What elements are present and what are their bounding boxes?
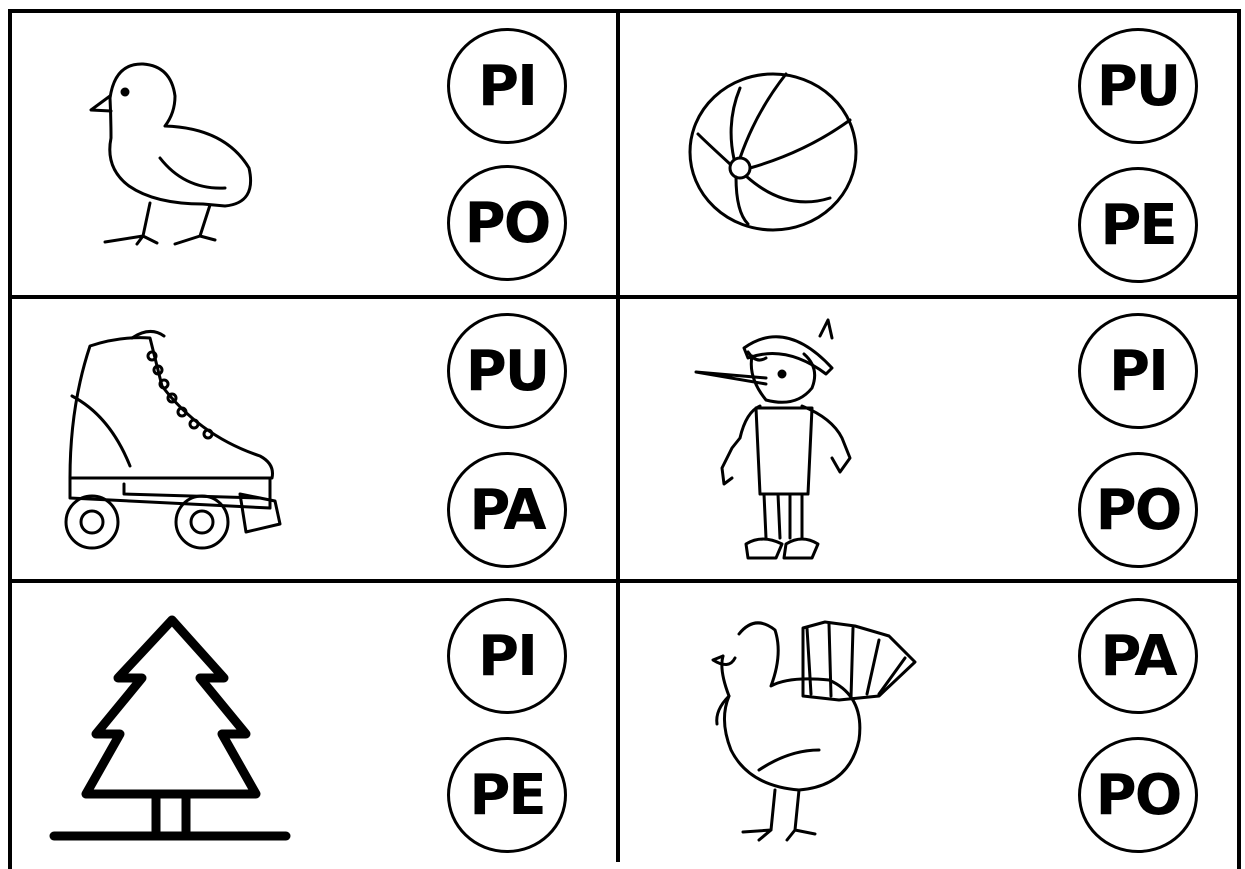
syllable-option[interactable]: PI	[1078, 313, 1198, 429]
syllable-option[interactable]: PO	[1078, 737, 1198, 853]
column-divider	[616, 9, 620, 862]
syllable-option[interactable]: PO	[1078, 452, 1198, 568]
row-divider	[8, 579, 1241, 583]
syllable-option[interactable]: PE	[1078, 167, 1198, 283]
chick-image	[25, 18, 317, 292]
roller-skate-image	[50, 326, 290, 552]
ball-image	[636, 22, 910, 282]
syllable-option[interactable]: PI	[447, 28, 567, 144]
syllable-option[interactable]: PI	[447, 598, 567, 714]
turkey-image	[679, 600, 951, 858]
syllable-option[interactable]: PA	[1078, 598, 1198, 714]
syllable-option[interactable]: PU	[1078, 28, 1198, 144]
pinocchio-image	[636, 308, 910, 570]
syllable-option[interactable]: PE	[447, 737, 567, 853]
pine-tree-image	[46, 608, 296, 854]
syllable-option[interactable]: PO	[447, 165, 567, 281]
syllable-option[interactable]: PU	[447, 313, 567, 429]
syllable-option[interactable]: PA	[447, 452, 567, 568]
row-divider	[8, 295, 1241, 299]
